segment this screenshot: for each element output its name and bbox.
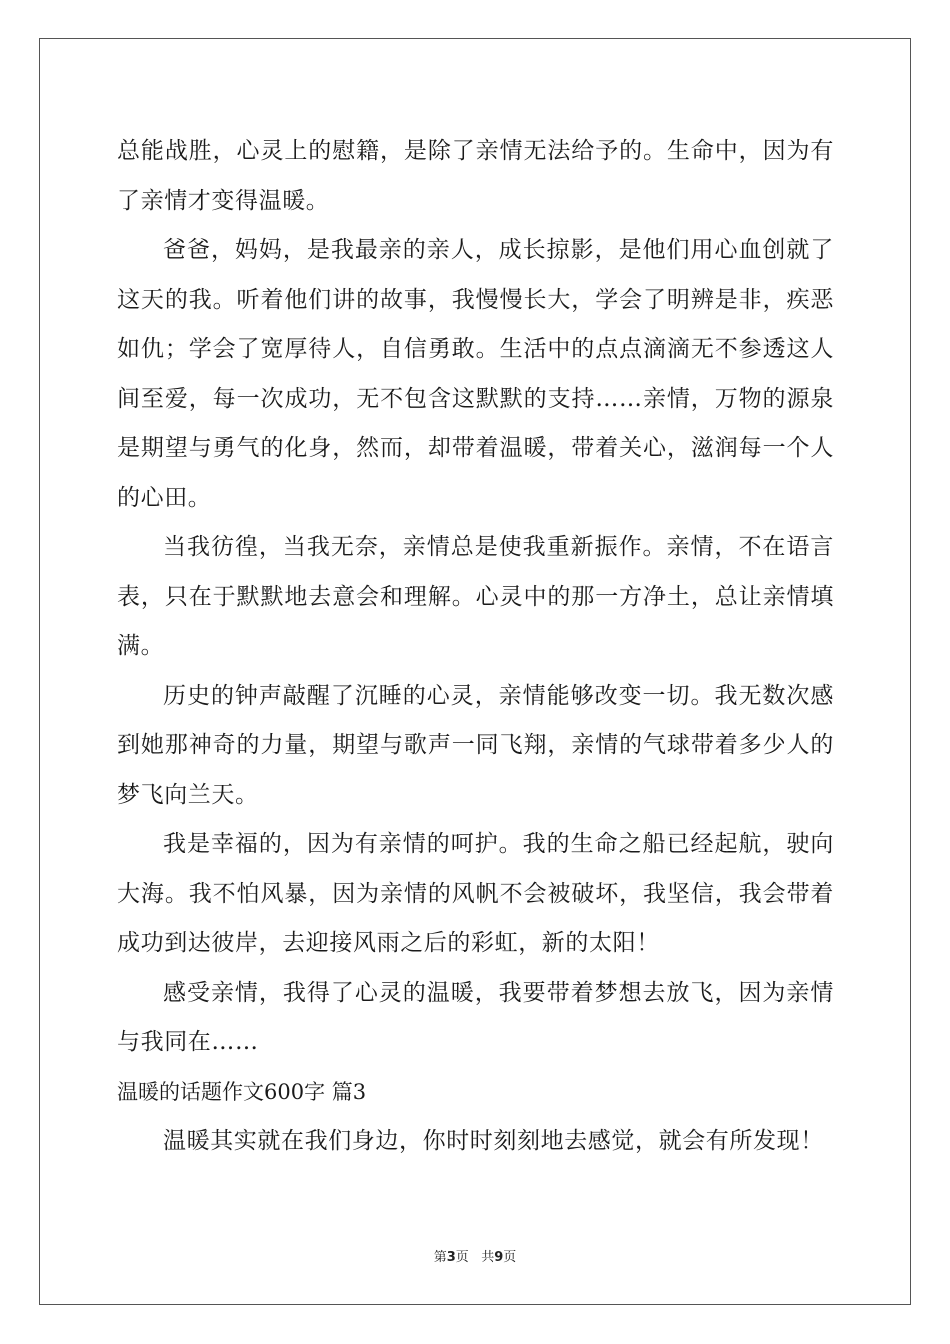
paragraph-3: 当我彷徨，当我无奈，亲情总是使我重新振作。亲情，不在语言表，只在于默默地去意会和理解。心灵中的那一方净土，总让亲情填满。	[117, 534, 834, 659]
paragraph-2: 爸爸，妈妈，是我最亲的亲人，成长掠影，是他们用心血创就了这天的我。听着他们讲的故事，我慢慢长大，学会了明辨是非，疾恶如仇；学会了宽厚待人，自信勇敢。生活中的点点滴滴无不参透这人间至爱，每一次成功，无不包含这默默的支持……亲情，万物的源泉是期望与勇气的化身，然而，却带着温暖，带着关心，滋润每一个人的心田。	[117, 237, 834, 511]
footer-total-pages: 9	[494, 1250, 504, 1265]
footer-page-word: 页	[455, 1250, 469, 1265]
footer-total-prefix: 共	[481, 1250, 495, 1265]
paragraph-4: 历史的钟声敲醒了沉睡的心灵，亲情能够改变一切。我无数次感到她那神奇的力量，期望与歌声一同飞翔，亲情的气球带着多少人的梦飞向兰天。	[117, 682, 834, 808]
footer-prefix: 第	[433, 1250, 447, 1265]
paragraph-6: 感受亲情，我得了心灵的温暖，我要带着梦想去放飞，因为亲情与我同在……	[117, 979, 834, 1055]
closing-paragraph: 温暖其实就在我们身边，你时时刻刻地去感觉，就会有所发现！	[163, 1128, 824, 1154]
paragraph-1: 总能战胜，心灵上的慰籍，是除了亲情无法给予的。生命中，因为有了亲情才变得温暖。	[117, 138, 834, 214]
page-footer	[0, 1246, 950, 1265]
document-body	[117, 127, 834, 1167]
section-heading: 温暖的话题作文600字 篇3	[117, 1079, 367, 1104]
footer-current-page: 3	[446, 1250, 456, 1265]
footer-total-suffix: 页	[503, 1250, 517, 1265]
paragraph-5: 我是幸福的，因为有亲情的呵护。我的生命之船已经起航，驶向大海。我不怕风暴，因为亲情的风帆不会被破坏，我坚信，我会带着成功到达彼岸，去迎接风雨之后的彩虹，新的太阳！	[117, 831, 834, 956]
